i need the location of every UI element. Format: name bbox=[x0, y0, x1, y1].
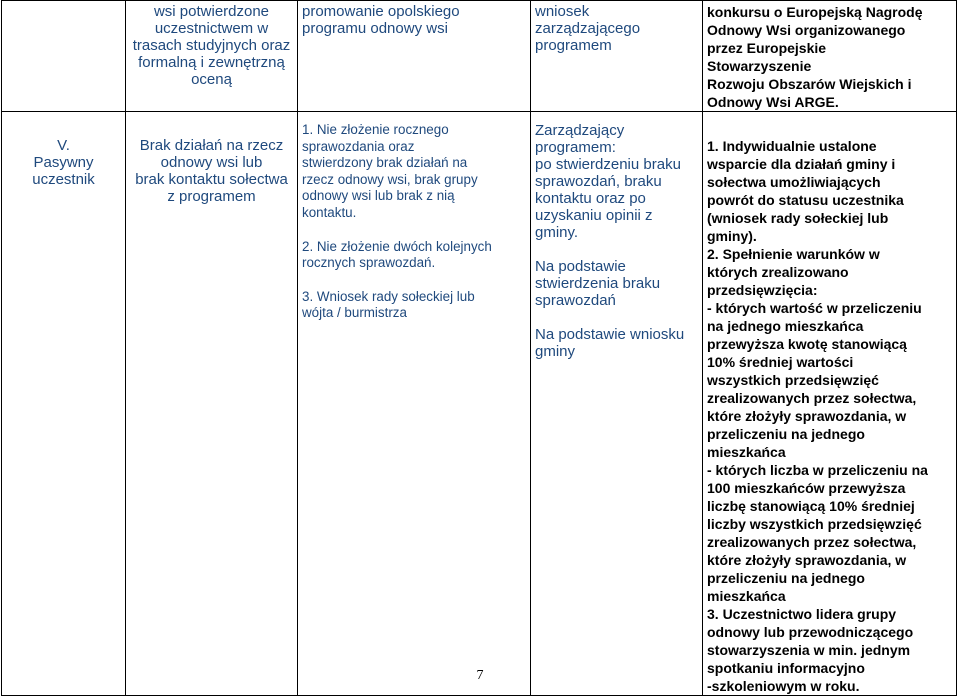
text-line: sprawozdań, braku bbox=[535, 173, 662, 190]
text-line: - których wartość w przeliczeniu bbox=[707, 300, 922, 316]
text-line: wszystkich przedsięwzięć bbox=[707, 372, 879, 388]
table-row-level-v bbox=[2, 112, 957, 696]
text-line: Odnowy Wsi ARGE. bbox=[707, 94, 839, 110]
text-line: 1. Nie złożenie rocznego bbox=[302, 122, 449, 137]
cell-level-v bbox=[2, 112, 126, 696]
text-line: przewyższa kwotę stanowiącą bbox=[707, 336, 907, 352]
text-line: gminy). bbox=[707, 228, 757, 244]
text-line: z programem bbox=[167, 188, 256, 205]
text-line: sprawozdania oraz bbox=[302, 138, 415, 154]
advancement-top-text bbox=[703, 1, 956, 111]
text-line: gminy bbox=[535, 343, 576, 360]
text-line: wniosek bbox=[535, 3, 590, 20]
text-line: stwierdzenia braku bbox=[535, 275, 661, 292]
text-line: V. bbox=[57, 137, 70, 154]
cell-advancement-v bbox=[703, 112, 957, 696]
text-line: -szkoleniowym w roku. bbox=[707, 678, 860, 694]
text-line: 100 mieszkańców przewyższa bbox=[707, 480, 906, 496]
text-line: na jednego mieszkańca bbox=[707, 318, 864, 334]
text-line: liczby wszystkich przedsięwzięć bbox=[707, 516, 922, 532]
paragraph-gap bbox=[302, 272, 526, 289]
text-line: Pasywny bbox=[33, 154, 94, 171]
decision-top-text bbox=[531, 1, 702, 54]
advancement-v-text bbox=[703, 112, 956, 695]
text-line: zarządzającego bbox=[535, 20, 641, 37]
description-v-text bbox=[126, 112, 297, 205]
text-line: kontaktu. bbox=[302, 204, 357, 220]
text-line: 2. Nie złożenie dwóch kolejnych bbox=[302, 238, 492, 254]
text-line: uczestnik bbox=[32, 171, 95, 188]
text-line: - których liczba w przeliczeniu na bbox=[707, 462, 928, 478]
text-line: mieszkańca bbox=[707, 444, 786, 460]
text-line: których zrealizowano bbox=[707, 264, 849, 280]
text-line: oceną bbox=[191, 71, 232, 88]
text-line: wójta / burmistrza bbox=[302, 305, 407, 321]
text-line: wsparcie dla działań gminy i bbox=[707, 156, 896, 172]
text-line: stwierdzony brak działań na bbox=[302, 155, 468, 171]
text-line: programem bbox=[535, 37, 612, 54]
text-line: konkursu o Europejską Nagrodę bbox=[707, 4, 923, 20]
description-top-text bbox=[126, 1, 297, 88]
text-line: które złożyły sprawozdania, w bbox=[707, 408, 907, 424]
text-line: sprawozdań bbox=[535, 292, 616, 309]
text-line: zrealizowanych przez sołectwa, bbox=[707, 390, 917, 406]
text-line: stowarzyszenia w min. jednym bbox=[707, 642, 911, 658]
paragraph-gap bbox=[535, 241, 698, 258]
text-line: 10% średniej wartości bbox=[707, 354, 854, 370]
text-line: zrealizowanych przez sołectwa, bbox=[707, 534, 917, 550]
text-line: przeliczeniu na jednego bbox=[707, 570, 865, 586]
text-line: (wniosek rady sołeckiej lub bbox=[707, 210, 889, 226]
text-line: promowanie opolskiego bbox=[302, 3, 460, 20]
table-row-top bbox=[2, 1, 957, 112]
list-item bbox=[302, 289, 526, 322]
text-line: uzyskaniu opinii z bbox=[535, 207, 653, 224]
text-line: rocznych sprawozdań. bbox=[302, 255, 436, 271]
document-table bbox=[1, 0, 957, 696]
cell-level-top bbox=[2, 1, 126, 112]
list-item bbox=[302, 239, 526, 272]
paragraph-gap bbox=[535, 309, 698, 326]
text-line: gminy. bbox=[535, 224, 579, 241]
cell-conditions-top bbox=[298, 1, 531, 112]
text-line: Stowarzyszenie bbox=[707, 58, 812, 74]
text-line: kontaktu oraz po bbox=[535, 190, 646, 207]
text-line: Na podstawie wniosku bbox=[535, 326, 685, 343]
text-line: rzecz odnowy wsi, brak grupy bbox=[302, 171, 478, 187]
text-line: Brak działań na rzecz bbox=[139, 137, 284, 154]
text-line: sołectwa umożliwiających bbox=[707, 174, 881, 190]
text-line: Rozwoju Obszarów Wiejskich i bbox=[707, 76, 912, 92]
cell-decision-top bbox=[531, 1, 703, 112]
cell-decision-v bbox=[531, 112, 703, 696]
paragraph-gap bbox=[302, 222, 526, 239]
page-number: 7 bbox=[476, 668, 484, 683]
text-line: przedsięwzięcia: bbox=[707, 282, 818, 298]
text-line: liczbę stanowiącą 10% średniej bbox=[707, 498, 915, 514]
text-line: Zarządzający bbox=[535, 122, 625, 139]
decision-v-list bbox=[531, 112, 702, 360]
text-line: które złożyły sprawozdania, w bbox=[707, 552, 907, 568]
text-line: odnowy lub przewodniczącego bbox=[707, 624, 914, 640]
text-line: brak kontaktu sołectwa bbox=[135, 171, 288, 188]
list-item bbox=[302, 122, 526, 222]
text-line: 3. Wniosek rady sołeckiej lub bbox=[302, 288, 475, 304]
text-line: przez Europejskie bbox=[707, 40, 827, 56]
list-item bbox=[535, 258, 698, 309]
cell-description-top bbox=[126, 1, 298, 112]
text-line: po stwierdzeniu braku bbox=[535, 156, 681, 173]
text-line: Na podstawie bbox=[535, 258, 626, 275]
text-line: powrót do statusu uczestnika bbox=[707, 192, 904, 208]
text-line: odnowy wsi lub bbox=[160, 154, 263, 171]
conditions-v-list bbox=[298, 112, 530, 322]
list-item bbox=[535, 326, 698, 360]
text-line: 2. Spełnienie warunków w bbox=[707, 246, 880, 262]
text-line: Odnowy Wsi organizowanego bbox=[707, 22, 906, 38]
text-line: programem: bbox=[535, 139, 616, 156]
text-line: formalną i zewnętrzną bbox=[138, 54, 285, 71]
text-line: 3. Uczestnictwo lidera grupy bbox=[707, 606, 897, 622]
cell-conditions-v bbox=[298, 112, 531, 696]
level-v-label bbox=[2, 112, 125, 188]
text-line: mieszkańca bbox=[707, 588, 786, 604]
text-line: programu odnowy wsi bbox=[302, 20, 448, 37]
text-line: 1. Indywidualnie ustalone bbox=[707, 138, 877, 154]
text-line: przeliczeniu na jednego bbox=[707, 426, 865, 442]
text-line: trasach studyjnych oraz bbox=[132, 37, 291, 54]
list-item bbox=[535, 122, 698, 241]
text-line: uczestnictwem w bbox=[154, 20, 269, 37]
conditions-top-text bbox=[298, 1, 530, 37]
text-line: spotkaniu informacyjno bbox=[707, 660, 865, 676]
cell-description-v bbox=[126, 112, 298, 696]
text-line: wsi potwierdzone bbox=[153, 3, 270, 20]
text-line: odnowy wsi lub brak z nią bbox=[302, 188, 455, 204]
cell-advancement-top bbox=[703, 1, 957, 112]
